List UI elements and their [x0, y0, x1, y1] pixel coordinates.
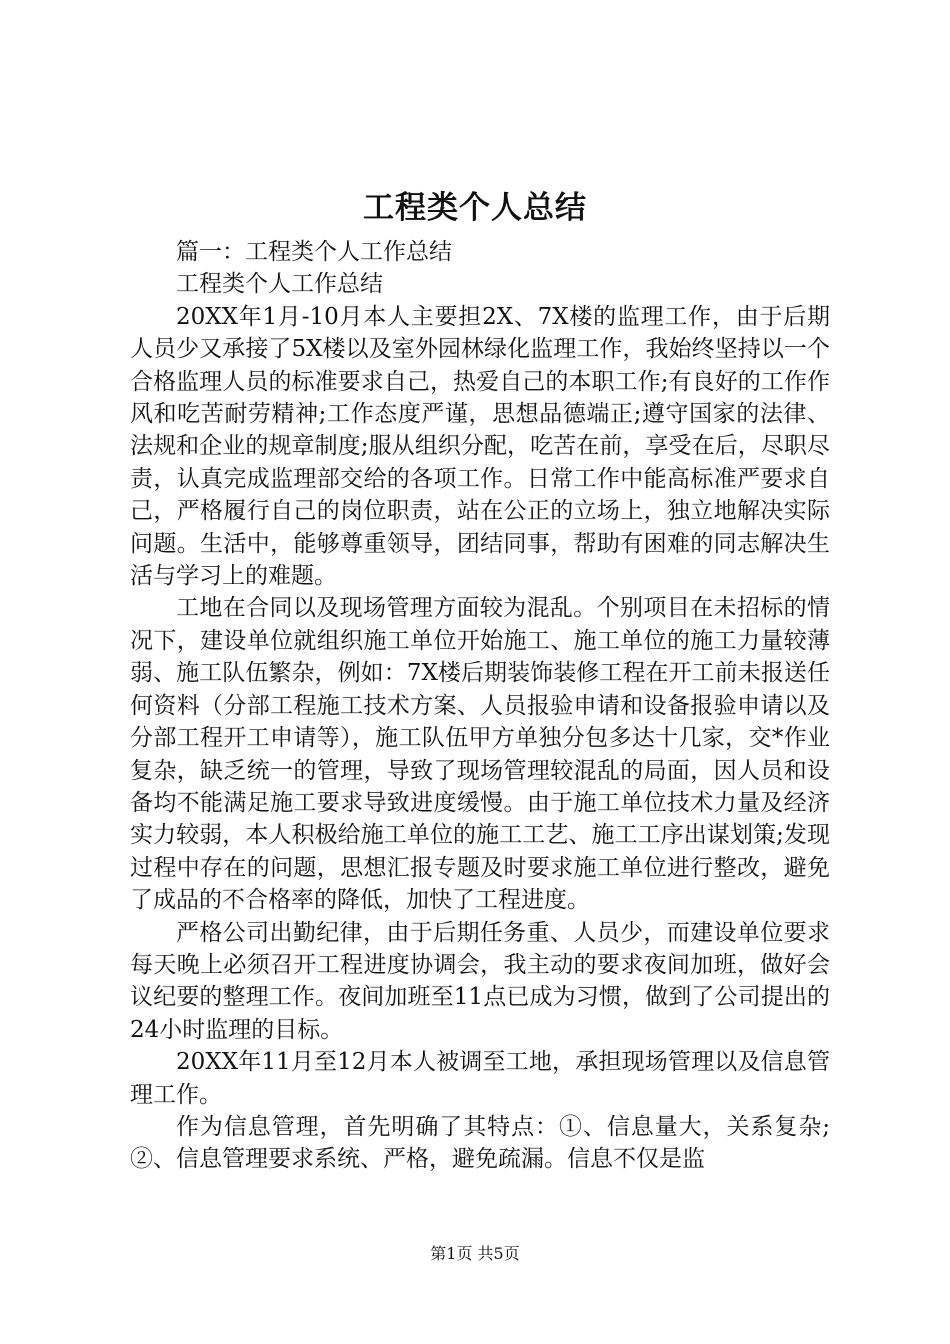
body-paragraph: 20XX年11月至12月本人被调至工地，承担现场管理以及信息管理工作。: [130, 1049, 830, 1108]
body-paragraph: 20XX年1月-10月本人主要担2X、7X楼的监理工作，由于后期人员少又承接了5X楼以及室外园林绿化监理工作，我始终坚持以一个合格监理人员的标准要求自己，热爱自己的本职工作;有良好的工作作风和吃苦耐劳精神;工作态度严谨，思想品德端正;遵守国家的法律、法规和企业的规章制度;服从组织分配，吃苦在前，享受在后，尽职尽责，认真完成监理部交给的各项工作。日常工作中能高标准严要求自己，严格履行自己的岗位职责，站在公正的立场上，独立地解决实际问题。生活中，能够尊重领导，团结同事，帮助有困难的同志解决生活与学习上的难题。: [130, 303, 830, 590]
section-heading: 篇一：工程类个人工作总结: [176, 239, 452, 265]
body-paragraph: 作为信息管理，首先明确了其特点：①、信息量大，关系复杂;②、信息管理要求系统、严格，避免疏漏。信息不仅是监: [130, 1113, 830, 1173]
body-paragraph: 严格公司出勤纪律，由于后期任务重、人员少，而建设单位要求每天晚上必须召开工程进度协调会，我主动的要求夜间加班，做好会议纪要的整理工作。夜间加班至11点已成为习惯，做到了公司提出的24小时监理的目标。: [130, 919, 830, 1043]
body-paragraph: 工地在合同以及现场管理方面较为混乱。个别项目在未招标的情况下，建设单位就组织施工单位开始施工、施工单位的施工力量较薄弱、施工队伍繁杂，例如：7X楼后期装饰装修工程在开工前未报送任何资料（分部工程施工技术方案、人员报验申请和设备报验申请以及分部工程开工申请等），施工队伍甲方单独分包多达十几家，交*作业复杂，缺乏统一的管理，导致了现场管理较混乱的局面，因人员和设备均不能满足施工要求导致进度缓慢。由于施工单位技术力量及经济实力较弱，本人积极给施工单位的施工工艺、施工工序出谋划策;发现过程中存在的问题，思想汇报专题及时要求施工单位进行整改，避免了成品的不合格率的降低，加快了工程进度。: [130, 595, 830, 914]
page-footer: 第1页 共5页: [430, 1244, 520, 1263]
document-body: [130, 236, 830, 1176]
subsection-heading: 工程类个人工作总结: [176, 271, 383, 298]
document-title: 工程类个人总结: [363, 190, 587, 226]
